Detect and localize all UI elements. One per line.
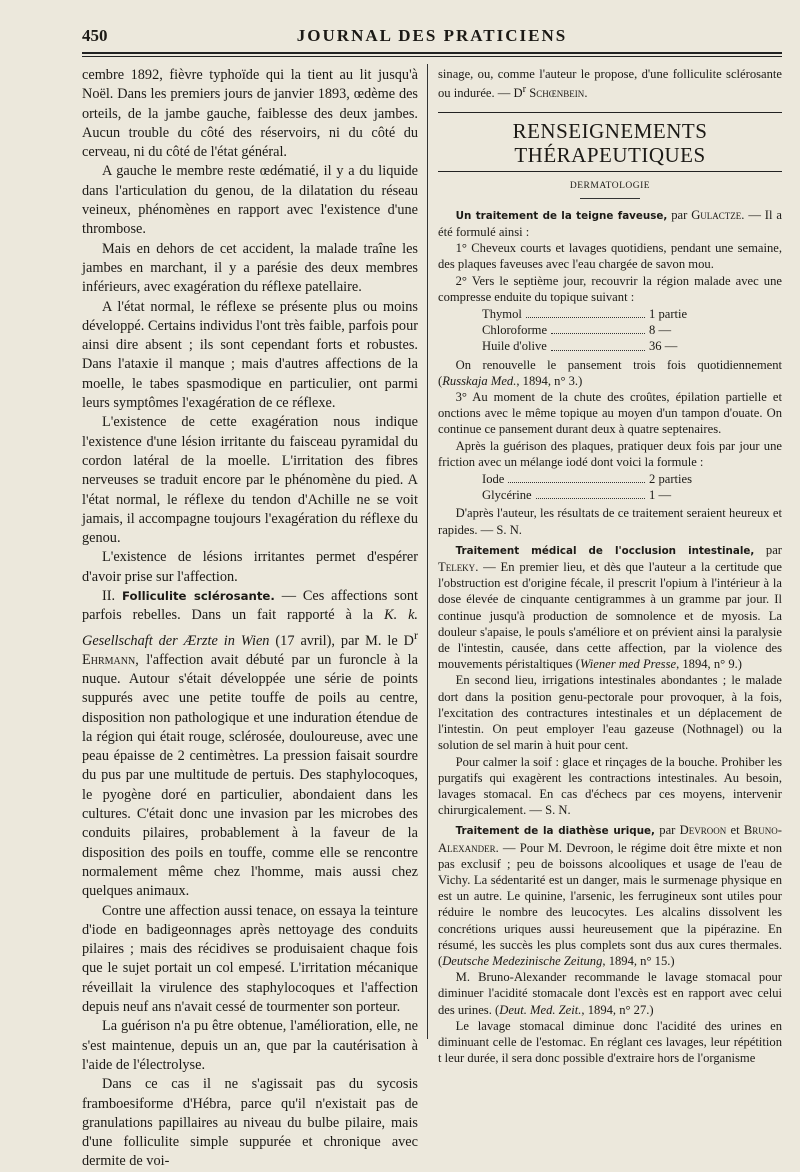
text-run: , l'affection avait débuté par un furoncle à la nuque. Autour s'était développée une série de points suppurés avec une petite touffe de poils au centre, disposition non pathologique et une induration étendue de la région qui était rouge, sclérosée, douloureuse, avec une peau épaisse de 2 centimètres. La pression faisait sourdre du pus par une multitude de pertuis. Des staphylocoques, le pyogène doré en particulier, abondaient dans les cultures. C'était donc une invasion par les microbes des conduits pilaires, probablement à la faveur de la disposition des poils en touffe, comme elle se rencontre normalement même chez l'homme, mais aussi chez quelques animaux. [82, 651, 418, 900]
section-two-paragraph [82, 587, 418, 902]
formula-row [482, 338, 707, 354]
text-run: et [726, 823, 744, 838]
quantity: 36 — [649, 339, 678, 354]
ingredient: Thymol [482, 307, 522, 322]
formula-row [482, 306, 707, 322]
paragraph: A l'état normal, le réflexe se présente plus ou moins développé. Certains individus l'ont très faible, parfois pour ainsi dire absent ; ils sont cependant forts et robustes. Dans l'ataxie il manque ; mais d'autres affections de la moelle, le tabes spasmodique en particulier, ont parmi leurs symptômes l'exagération de ce réflexe. [82, 298, 418, 412]
article-heading: Traitement médical de l'occlusion intestinale, [455, 544, 755, 557]
author-name: Bruno-Alexander [438, 823, 782, 855]
text-run: — Ces affections sont parfois rebelles. Dans un fait rapporté à la [82, 588, 418, 624]
text-run: (17 avril), par M. le D [269, 632, 415, 649]
text-run: . — Pour M. Devroon, le régime doit être mixte et non pas exclusif ; peu de boissons alcooliques et usage de l'eau de Vichy. La sédentarité est un danger, mais le surmenage physique en est un autre. Le quinine, l'arsenic, les ferrugineux sont utiles pour réduire le nombre des leucocytes. Les alcalins dissolvent les concrétions uriques aussi heureusement que la pipérazine. En résumé, les succès les plus complets sont dus aux cures thermales. ( [438, 840, 782, 968]
section-title: RENSEIGNEMENTS THÉRAPEUTIQUES [438, 112, 782, 172]
author-name: Teleky [438, 560, 476, 575]
quantity: 2 parties [649, 472, 693, 487]
paragraph: Après la guérison des plaques, pratiquer deux fois par jour une friction avec un mélange iodé dont voici la formule : [438, 438, 782, 469]
ingredient: Iode [482, 472, 505, 487]
text-run: , 1894, n° 3.) [516, 373, 583, 388]
journal-reference: Deut. Med. Zeit. [499, 1002, 582, 1017]
text-run: par [654, 823, 680, 838]
paragraph: La guérison n'a pu être obtenue, l'amélioration, elle, ne s'est maintenue, depuis un an, que par la cautérisation à l'aide de l'électrolyse. [82, 1018, 418, 1073]
journal-reference: K. k. Gesellschaft der Ærzte in Wien [82, 607, 418, 649]
paragraph: Mais en dehors de cet accident, la malade traîne les jambes en marchant, il y a parésie des deux membres inférieurs, avec exagération du réflexe patellaire. [82, 240, 418, 296]
formula-row [482, 471, 707, 487]
author-name: Ehrmann [82, 651, 136, 668]
text-run: , 1894, n° 27.) [581, 1002, 654, 1017]
header-rule-thin [82, 56, 782, 57]
paragraph: Pour calmer la soif : glace et rinçages de la bouche. Prohiber les purgatifs qui exagèrent les contractions intestinales. Au besoin, lavages stomacal. En cas d'échecs par ces moyens, intervenir chirurgicalement. — S. N. [438, 754, 782, 818]
header-rule [82, 52, 782, 54]
left-column [82, 66, 418, 1170]
text-run: , 1894, n° 9.) [676, 657, 742, 672]
superscript: r [414, 627, 418, 642]
text-run: sinage, ou, comme l'auteur le propose, d'une folliculite sclérosante ou indurée. — D [438, 67, 782, 101]
right-column [438, 66, 782, 1066]
ingredient: Huile d'olive [482, 339, 547, 354]
text-run: par [667, 207, 692, 222]
paragraph [438, 969, 782, 1018]
formula-table [482, 306, 707, 355]
paragraph: Le lavage stomacal diminue donc l'acidité des urines en diminuant celle de l'estomac. En réglant ces lavages, leur répétition t leur durée, il sera donc possible d'extraire hors de l'organisme [438, 1018, 782, 1066]
author-name: Devroon [679, 823, 727, 838]
formula-table [482, 471, 707, 503]
paragraph: En second lieu, irrigations intestinales abondantes ; le malade dort dans la position genu-pectorale pour provoquer, à la fois, l'excitation des contractures intestinales et un déplacement de l'intestin. On peut employer l'eau gazeuse (Nothnagel) ou la solution de sel marin à huit pour cent. [438, 673, 782, 753]
paragraph: Contre une affection aussi tenace, on essaya la teinture d'iode en badigeonnages après nettoyage des conduits pilaires ; mais des récidives se produisaient chaque fois que le sujet portait un col empesé. L'irritation mécanique réveillait la virulence des staphylocoques et l'affection depuis neuf ans n'avait cessé de tourmenter son porteur. [82, 902, 418, 1016]
paragraph: L'existence de cette exagération nous indique l'existence d'une lésion irritante du faisceau pyramidal du cordon latéral de la moelle. L'irritation des fibres nerveuses se traduit encore par le phénomène du pied. A l'état normal, le réflexe du tendon d'Achille ne se voit jamais, il accompagne toujours l'exagération du réflexe du genou. [82, 414, 418, 547]
article-occlusion [438, 542, 782, 673]
paragraph: 3° Au moment de la chute des croûtes, épilation partielle et onctions avec le même topique au moyen d'un tampon d'ouate. On continue ce pansement durant deux à quatre septenaires. [438, 390, 782, 437]
superscript: r [522, 84, 527, 96]
subsection-rule [580, 198, 640, 199]
quantity: 1 partie [649, 307, 688, 322]
paragraph [438, 357, 782, 389]
paragraph: A gauche le membre reste œdématié, il y a du liquide dans l'articulation du genou, de la dilatation du réseau veineux, phénomènes en rapport avec l'existence d'une thrombose. [82, 163, 418, 238]
quantity: 1 — [649, 488, 672, 503]
paragraph: 1° Cheveux courts et lavages quotidiens, pendant une semaine, des plaques faveuses avec l'eau chargée de savon mou. [438, 241, 782, 272]
text-run: , 1894, n° 15.) [602, 953, 675, 968]
journal-reference: Russkaja Med. [442, 373, 517, 388]
paragraph: 2° Vers le septième jour, recouvrir la région malade avec une compresse enduite du topique suivant : [438, 273, 782, 304]
text-run: . — En premier lieu, et dès que l'auteur a la certitude que l'obstruction est d'origine fécale, il prescrit l'opium à l'intérieur à la dose élevée de cinquante centigrammes à un gramme par jour. Il continue jusqu'à production de somnolence et de myosis. La douleur s'apaise, le pouls s'améliore et on prévient ainsi la paralysie de l'intestin, causée, dans cette affection, par la violence des mouvements péristaltiques ( [438, 560, 782, 672]
paragraph: D'après l'auteur, les résultats de ce traitement seraient heureux et rapides. — S. N. [438, 506, 782, 537]
section-heading: Folliculite sclérosante. [122, 589, 275, 604]
continuation-paragraph: sinage, ou, comme l'auteur le propose, d'une folliculite sclérosante ou indurée. — $D^r$ Schœnbein. [438, 67, 782, 101]
journal-title: JOURNAL DES PRATICIENS [296, 26, 568, 45]
journal-reference: Wiener med Presse [580, 657, 677, 672]
subsection-title: DERMATOLOGIE [569, 180, 651, 191]
article-heading: Un traitement de la teigne faveuse, [455, 209, 668, 222]
formula-row [482, 487, 707, 503]
page-number: 450 [82, 26, 108, 45]
formula-row [482, 322, 707, 338]
article-teigne [438, 207, 782, 240]
author-name: Gulactze [691, 207, 742, 222]
paragraph: L'existence de lésions irritantes permet d'espérer d'avoir prise sur l'affection. [82, 549, 418, 585]
page-header [82, 24, 782, 50]
paragraph: Dans ce cas il ne s'agissait pas du sycosis framboesiforme d'Hébra, parce qu'il n'existait pas de granulations papillaires au niveau du bulbe pilaire, mais d'une folliculite simple suppurée et chronique avec dermite de voi- [82, 1076, 418, 1170]
section-numeral: II. [102, 588, 116, 605]
leader-dots [526, 306, 645, 318]
paragraph: cembre 1892, fièvre typhoïde qui la tient au lit jusqu'à Noël. Dans les premiers jours de janvier 1893, œdème des orteils, de la jambe gauche, faiblesse des deux jambes. Aucun trouble du côté des réservoirs, ni du côté du cerveau, ni du côté de l'état général. [82, 67, 418, 161]
journal-reference: Deutsche Medezinische Zeitung [442, 953, 603, 968]
ingredient: Glycérine [482, 488, 532, 503]
text-run: par [754, 542, 782, 557]
column-divider [427, 64, 428, 1039]
text-run: M. Bruno-Alexander recommande le lavage stomacal pour diminuer l'acidité stomacale dont l'excès est en rapport avec celui des urines. ( [438, 970, 782, 1017]
ingredient: Chloroforme [482, 323, 548, 338]
leader-dots [551, 322, 645, 334]
text-run: . — Il a été formulé ainsi : [438, 207, 782, 239]
article-urique [438, 822, 782, 969]
author-name: Schœnbein [529, 86, 585, 101]
text-run: On renouvelle le pansement trois fois quotidiennement ( [438, 357, 782, 388]
quantity: 8 — [649, 323, 672, 338]
leader-dots [551, 338, 645, 350]
leader-dots [536, 487, 645, 499]
article-heading: Traitement de la diathèse urique, [455, 825, 655, 838]
leader-dots [508, 471, 645, 483]
